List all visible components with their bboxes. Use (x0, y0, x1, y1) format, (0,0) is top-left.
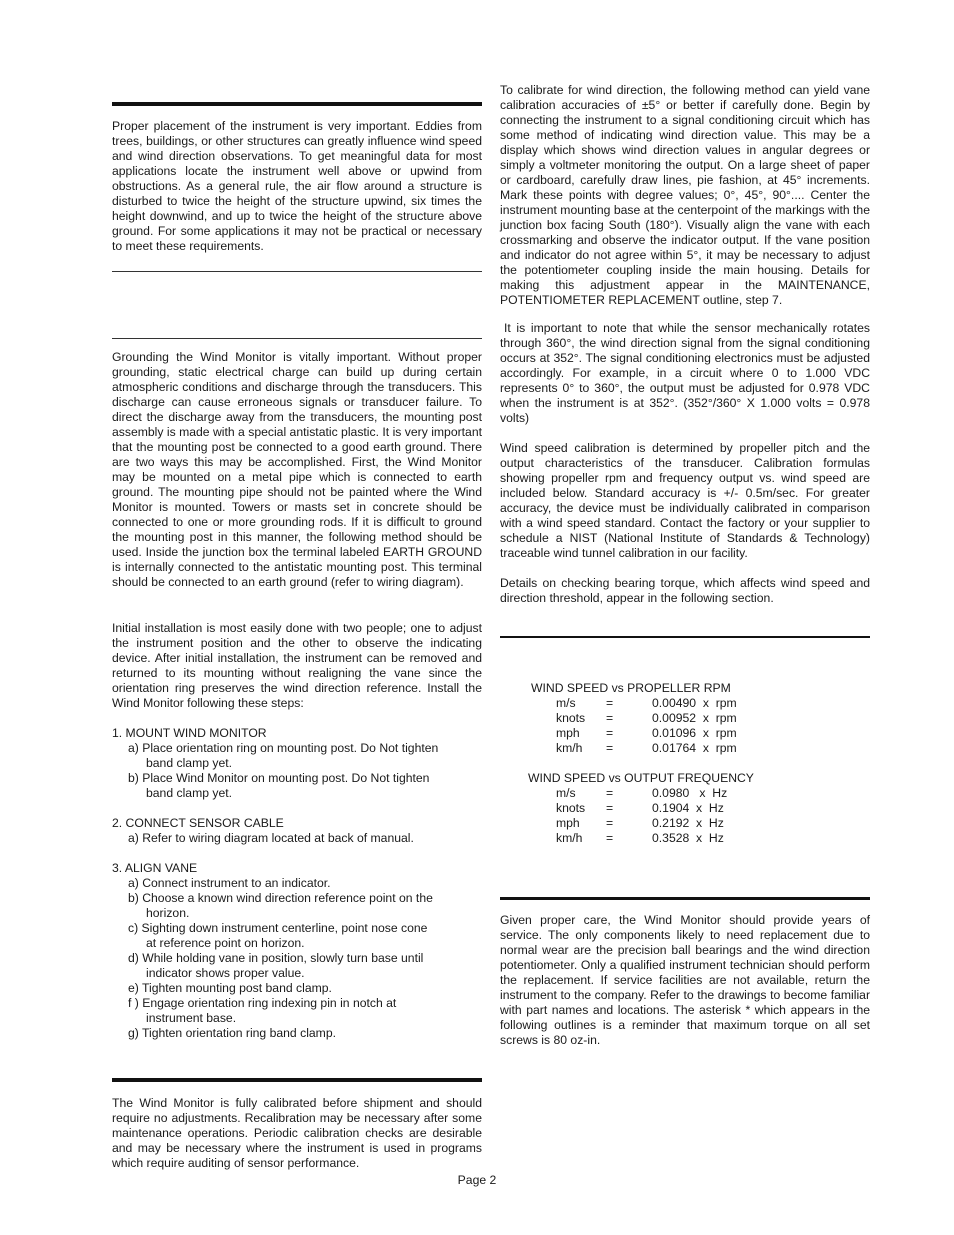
installation-step-line: b) Choose a known wind direction reference point on the (128, 891, 433, 905)
installation-steps (112, 726, 482, 1041)
formula-formula: 0.3528 x Hz (652, 831, 724, 845)
installation-step-line: g) Tighten orientation ring band clamp. (128, 1026, 336, 1040)
formula-unit: km/h (556, 741, 583, 755)
formula-unit: knots (556, 711, 586, 725)
section-rule-thin (112, 271, 482, 272)
installation-step-line: horizon. (146, 906, 190, 920)
installation-step-line: at reference point on horizon. (146, 936, 305, 950)
installation-step-line: a) Refer to wiring diagram located at back of manual. (128, 831, 414, 845)
grounding-paragraph: Grounding the Wind Monitor is vitally important. Without proper grounding, static electrical charge can build up during certain atmospheric conditions and discharge through the transducers. This discharge can cause erroneous signals or transducer failure. To direct the discharge away from the transducers, the mounting post assembly is made with a special antistatic plastic. It is very important that the mounting post be connected to a good earth ground. There are two ways this may be accomplished. First, the Wind Monitor may be mounted on a metal pipe which is connected to earth ground. The mounting pipe should not be painted where the Wind Monitor is mounted. Towers or masts set in concrete should be connected to one or more grounding rods. If it is difficult to ground the mounting post in this manner, the following method should be used. Inside the junction box the terminal labeled EARTH GROUND is internally connected to the antistatic mounting post. This terminal should be connected to an earth ground (refer to wiring diagram). (112, 350, 482, 589)
formula-eq: = (606, 741, 614, 755)
installation-step-line: b) Place Wind Monitor on mounting post. Do Not tighten (128, 771, 430, 785)
formula-formula: 0.01096 x rpm (652, 726, 737, 740)
initial-installation-paragraph: Initial installation is most easily done with two people; one to adjust the instrument position and the other to observe the indicating device. After initial installation, the instrument can be removed and returned to its mounting without realigning the vane since the orientation ring preserves the wind direction reference. Install the Wind Monitor following these steps: (112, 621, 482, 710)
page-number: Page 2 (457, 1173, 497, 1187)
formula-eq: = (606, 831, 614, 845)
torque-note-paragraph: Details on checking bearing torque, which affects wind speed and direction threshold, appear in the following section. (500, 576, 870, 605)
installation-step-line: a) Place orientation ring on mounting post. Do Not tighten (128, 741, 439, 755)
formula-formula: 0.0980 x Hz (652, 786, 728, 800)
installation-step-line: f ) Engage orientation ring indexing pin in notch at (128, 996, 397, 1010)
installation-step-line: e) Tighten mounting post band clamp. (128, 981, 332, 995)
installation-step-line: band clamp yet. (146, 786, 233, 800)
installation-step-line (112, 801, 482, 816)
maintenance-paragraph: Given proper care, the Wind Monitor should provide years of service. The only components likely to need replacement due to normal wear are the precision ball bearings and the wind direction potentiometer. Only a qualified instrument technician should perform the replacement. If service facilities are not available, return the instrument to the company. Refer to the drawings to become familiar with part names and locations. The asterisk * which appears in the following outlines is a reminder that maximum torque on all set screws is 80 oz-in. (500, 913, 870, 1047)
formula-eq: = (606, 696, 614, 710)
formula-eq: = (606, 786, 614, 800)
section-rule (500, 636, 870, 638)
formula-unit: m/s (556, 786, 576, 800)
formula-formula: 0.00490 x rpm (652, 696, 737, 710)
installation-step-line: band clamp yet. (146, 756, 233, 770)
direction-calibration-paragraph: To calibrate for wind direction, the following method can yield vane calibration accuracies of ±5° or better if carefully done. Begin by connecting the instrument to a signal conditioning circuit which has some method of indicating wind direction value. This may be a display which shows wind direction values in angular degrees or simply a voltmeter monitoring the output. On a large sheet of paper or cardboard, carefully draw lines, pie fashion, at 45° increments. Mark these points with degree values; 0°, 45°, 90°.... Center the instrument mounting base at the centerpoint of the markings with the junction box facing South (180°). Visually align the vane with each crossmarking and observe the indicator output. If the vane position and indicator do not agree within 5°, it may be necessary to adjust the potentiometer coupling inside the main housing. Details for making this adjustment appear in the MAINTENANCE, POTENTIOMETER REPLACEMENT outline, step 7. (500, 83, 870, 307)
rpm-table-title: WIND SPEED vs PROPELLER RPM (531, 681, 731, 695)
installation-step-line: c) Sighting down instrument centerline, point nose cone (128, 921, 428, 935)
installation-step-line: instrument base. (146, 1011, 237, 1025)
formula-unit: m/s (556, 696, 576, 710)
formula-eq: = (606, 801, 614, 815)
installation-step-line: a) Connect instrument to an indicator. (128, 876, 331, 890)
formula-formula: 0.1904 x Hz (652, 801, 724, 815)
placement-paragraph: Proper placement of the instrument is very important. Eddies from trees, buildings, or other structures can greatly influence wind speed and wind direction observations. To get meaningful data for most applications locate the instrument well above or upwind from obstructions. As a general rule, the air flow around a structure is disturbed to twice the height of the structure upwind, six times the height downwind, and up to twice the height of the structure above ground. For some applications it may not be practical or necessary to meet these requirements. (112, 119, 482, 253)
formula-formula: 0.01764 x rpm (652, 741, 737, 755)
formula-unit: knots (556, 801, 586, 815)
rotation-note-paragraph: It is important to note that while the sensor mechanically rotates through 360°, the wind direction signal from the signal conditioning occurs at 352°. The signal conditioning electronics must be adjusted accordingly. For example, in a circuit where 0 to 1.000 VDC represents 0° to 360°, the output must be adjusted for 0.978 VDC when the instrument is at 352°. (352°/360° X 1.000 volts = 0.978 volts) (500, 321, 870, 425)
formula-formula: 0.00952 x rpm (652, 711, 737, 725)
formula-eq: = (606, 726, 614, 740)
formula-unit: mph (556, 726, 580, 740)
frequency-table-title: WIND SPEED vs OUTPUT FREQUENCY (528, 771, 754, 785)
calibration-paragraph: The Wind Monitor is fully calibrated before shipment and should require no adjustments. Recalibration may be necessary after some maintenance operations. Periodic calibration checks are desirable and may be necessary where the instrument is used in programs which require auditing of sensor performance. (112, 1096, 482, 1170)
section-rule (500, 897, 870, 900)
section-rule-thin (112, 338, 482, 339)
installation-step-line: d) While holding vane in position, slowly turn base until (128, 951, 424, 965)
formula-eq: = (606, 816, 614, 830)
formula-unit: km/h (556, 831, 583, 845)
formula-eq: = (606, 711, 614, 725)
formula-formula: 0.2192 x Hz (652, 816, 724, 830)
speed-calibration-paragraph: Wind speed calibration is determined by propeller pitch and the output characteristics of the transducer. Calibration formulas showing propeller rpm and frequency output vs. wind speed are included below. Standard accuracy is +/- 0.5m/sec. For greater accuracy, the device must be individually calibrated in comparison with a wind speed standard. Contact the factory or your supplier to schedule a NIST (National Institute of Standards & Technology) traceable wind tunnel calibration in our facility. (500, 441, 870, 560)
section-rule (112, 102, 482, 106)
installation-step-line: 1. MOUNT WIND MONITOR (112, 726, 267, 740)
installation-step-line: indicator shows proper value. (146, 966, 305, 980)
section-rule (112, 1078, 482, 1082)
installation-step-line: 3. ALIGN VANE (112, 861, 198, 875)
formula-unit: mph (556, 816, 580, 830)
installation-step-line: 2. CONNECT SENSOR CABLE (112, 816, 284, 830)
installation-step-line (112, 846, 482, 861)
